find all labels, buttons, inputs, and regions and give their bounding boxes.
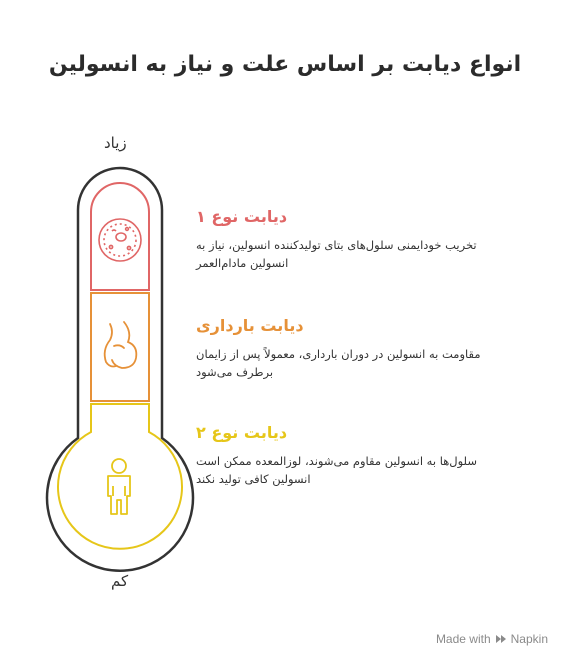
item-type2 bbox=[196, 423, 486, 488]
footer-brand: Napkin bbox=[510, 632, 548, 646]
item-type1-desc: تخریب خودایمنی سلول‌های بتای تولیدکننده انسولین، نیاز به انسولین مادام‌العمر bbox=[196, 238, 477, 270]
cell-icon bbox=[99, 219, 141, 261]
page-title: انواع دیابت بر اساس علت و نیاز به انسولین bbox=[48, 52, 522, 77]
item-gestational bbox=[196, 316, 486, 381]
segment-gestational bbox=[91, 293, 149, 401]
item-type1 bbox=[196, 207, 486, 272]
person-icon bbox=[108, 459, 130, 514]
footer-text: Made with bbox=[435, 632, 491, 646]
scale-label-low: کم bbox=[111, 572, 129, 590]
item-type2-desc: سلول‌ها به انسولین مقاوم می‌شوند، لوزالمعده ممکن است انسولین کافی تولید نکند bbox=[196, 454, 478, 486]
thermometer-outline bbox=[47, 168, 193, 571]
footer-attribution[interactable] bbox=[436, 632, 548, 646]
item-type1-title: دیابت نوع ۱ bbox=[196, 207, 288, 226]
item-gestational-title: دیابت بارداری bbox=[196, 316, 304, 335]
napkin-logo-icon bbox=[495, 633, 507, 645]
item-type2-title: دیابت نوع ۲ bbox=[196, 423, 288, 442]
pregnancy-icon bbox=[105, 322, 137, 368]
item-gestational-desc: مقاومت به انسولین در دوران بارداری، معمولاً پس از زایمان برطرف می‌شود bbox=[196, 347, 481, 379]
scale-label-high: زیاد bbox=[104, 134, 127, 152]
